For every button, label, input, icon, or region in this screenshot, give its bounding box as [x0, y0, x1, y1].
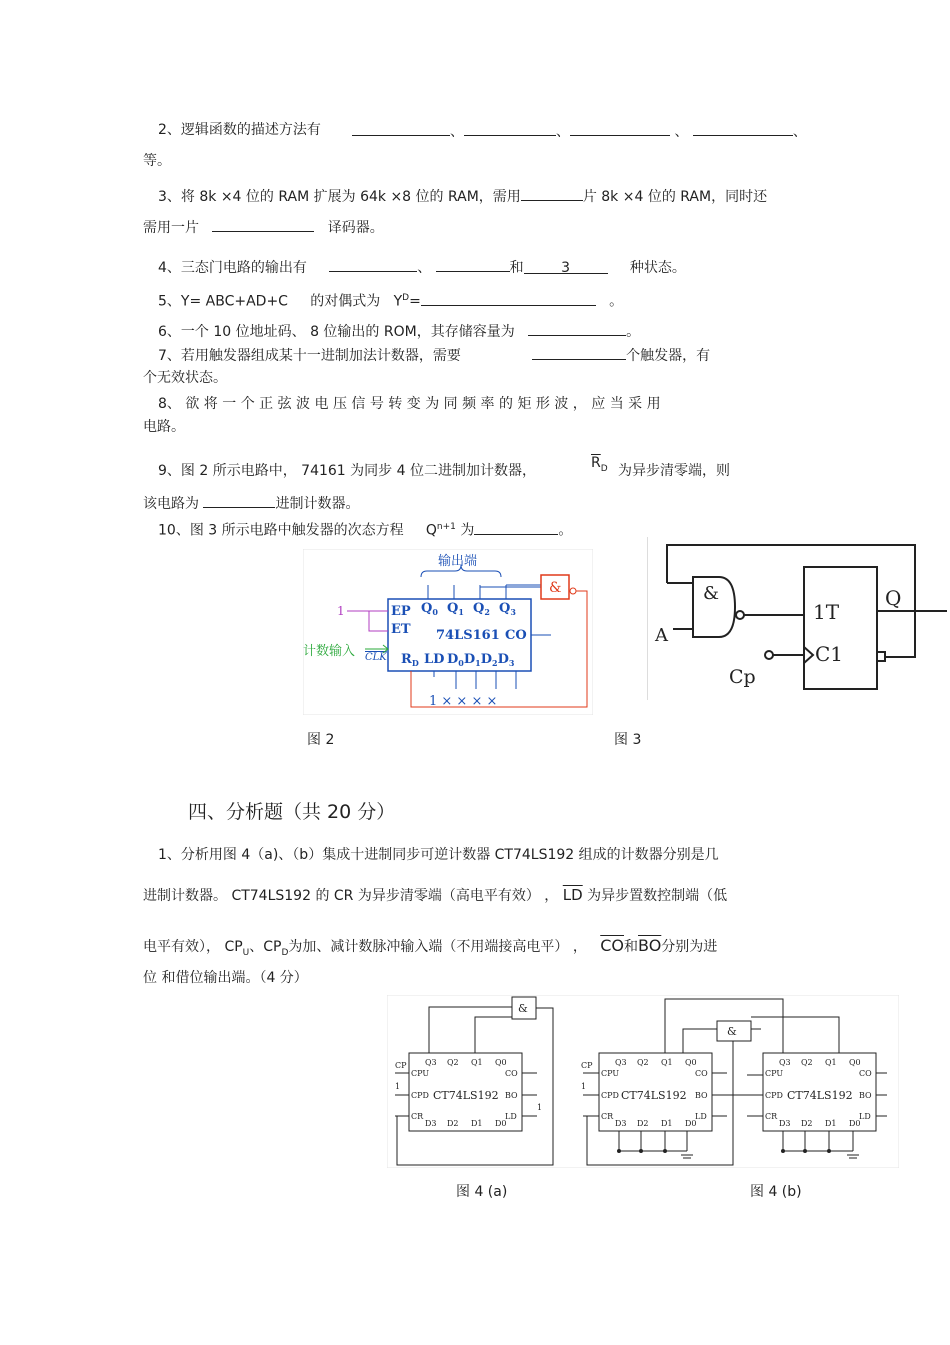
fig4a-cr: CR: [411, 1112, 424, 1121]
fig4b-and: &: [727, 1025, 737, 1038]
fig4a-q3: Q3: [425, 1058, 437, 1067]
q7-cont: 个无效状态。: [143, 370, 227, 386]
fig4b1-d2: D2: [637, 1119, 649, 1128]
answer-blank[interactable]: [436, 257, 510, 272]
fig4b1-bo: BO: [695, 1091, 708, 1100]
fig4b1-q2: Q2: [637, 1058, 649, 1067]
answer-blank[interactable]: [532, 345, 626, 360]
answer-blank[interactable]: [203, 493, 275, 508]
answer-blank[interactable]: [521, 186, 583, 201]
fig4a-cp: CP: [395, 1061, 407, 1070]
fig4b2-d0: D0: [849, 1119, 861, 1128]
fig2-and: &: [549, 580, 562, 596]
fig4b1-cpu: CPU: [601, 1069, 620, 1078]
fig2-chip-name: 74LS161: [436, 628, 500, 643]
q8-cont: 电路。: [143, 419, 185, 435]
fig4b1-q1: Q1: [661, 1058, 673, 1067]
answer-blank[interactable]: [693, 121, 793, 136]
fig4b2-d2: D2: [801, 1119, 813, 1128]
fig4b2-d1: D1: [825, 1119, 837, 1128]
figure-2-circuit: [303, 549, 593, 715]
fig3-and: &: [703, 583, 720, 604]
fig4a-d2: D2: [447, 1119, 459, 1128]
fig4b2-q0: Q0: [849, 1058, 861, 1067]
fig2-ld: LD: [424, 652, 445, 667]
fig4b2-q2: Q2: [801, 1058, 813, 1067]
fig2-clk: CLK: [365, 652, 387, 663]
fig4a-and: &: [518, 1002, 528, 1015]
q9-cont: 该电路为 进制计数器。: [143, 493, 359, 513]
fig3-1t: 1T: [813, 600, 840, 624]
fig4b1-cpd: CPD: [601, 1091, 619, 1100]
fig4b-chip-2: CT74LS192: [787, 1089, 853, 1102]
fig2-q1: $Q_1$: [447, 601, 464, 617]
fig4b1-d1: D1: [661, 1119, 673, 1128]
answer-blank[interactable]: [421, 291, 596, 306]
fig4b2-q1: Q1: [825, 1058, 837, 1067]
fig4b2-cpd: CPD: [765, 1091, 783, 1100]
fig4b1-d0: D0: [685, 1119, 697, 1128]
fig4a-d1: D1: [471, 1119, 483, 1128]
fig4b2-cpu: CPU: [765, 1069, 784, 1078]
fig4a-chip: CT74LS192: [433, 1089, 499, 1102]
figure-4-circuits: [387, 995, 899, 1168]
fig2-d-pins: $D_0D_1D_2D_3$: [447, 652, 515, 668]
q9: 9、图 2 所示电路中， 74161 为同步 4 位二进制加计数器，: [158, 463, 536, 479]
fig4b-chip-1: CT74LS192: [621, 1089, 687, 1102]
answer-blank[interactable]: [329, 257, 417, 272]
fig4a-d0: D0: [495, 1119, 507, 1128]
fig4b2-cr: CR: [765, 1112, 778, 1121]
fig4b2-d3: D3: [779, 1119, 791, 1128]
fig4b1-cr: CR: [601, 1112, 614, 1121]
fig4b2-ld: LD: [859, 1112, 871, 1121]
p1-line4: 位 和借位输出端。（4 分）: [143, 970, 308, 986]
fig3-a: A: [655, 625, 668, 646]
p1-line3: 电平有效）， $CP_U$、$CP_D$为加、减计数脉冲输入端（不用端接高电平） ， $\overline{CO}$和$\overline{BO}$分别为进: [143, 936, 718, 958]
fig3-c1: C1: [815, 642, 844, 666]
fig2-caption: 图 2: [307, 732, 335, 748]
q3-line2: 需用一片 译码器。: [143, 217, 384, 237]
q10: 10、图 3 所示电路中触发器的次态方程 $Q^{n+1}$ 为 。: [158, 518, 572, 540]
fig4a-co: CO: [505, 1069, 518, 1078]
answer-blank[interactable]: [464, 121, 556, 136]
fig3-caption: 图 3: [614, 732, 642, 748]
section-4-heading: 四、分析题（共 20 分）: [188, 801, 396, 823]
fig2-ep: EP: [391, 604, 411, 619]
figure-3-circuit: [647, 537, 947, 702]
q2-cont: 等。: [143, 153, 171, 169]
fig3-q: Q: [885, 586, 902, 610]
fig4b2-co: CO: [859, 1069, 872, 1078]
answer-blank[interactable]: [474, 520, 558, 535]
q6: 6、一个 10 位地址码、 8 位输出的 ROM，其存储容量为 。: [158, 321, 640, 341]
fig2-bottom-inputs: 1 × × × ×: [429, 694, 498, 709]
fig4a-one-right: 1: [537, 1103, 543, 1112]
fig2-q0: $Q_0$: [421, 601, 438, 617]
fig4b2-bo: BO: [859, 1091, 872, 1100]
q9-b: 为异步清零端，则: [618, 463, 730, 479]
fig4b1-q3: Q3: [615, 1058, 627, 1067]
fig4a-d3: D3: [425, 1119, 437, 1128]
answer-blank[interactable]: [352, 121, 450, 136]
fig4a-q0: Q0: [495, 1058, 507, 1067]
fig4a-ld: LD: [505, 1112, 517, 1121]
fig2-count-input: 计数输入: [303, 644, 356, 659]
q8: 8、 欲 将 一 个 正 弦 波 电 压 信 号 转 变 为 同 频 率 的 矩 形 波 ， 应 当 采 用: [158, 396, 661, 412]
fig4b-one: 1: [581, 1082, 587, 1091]
q7: 7、若用触发器组成某十一进制加法计数器，需要 个触发器，有: [158, 345, 710, 365]
q4-answer: 3: [524, 259, 608, 274]
fig2-et: ET: [391, 622, 411, 637]
answer-blank[interactable]: [570, 121, 670, 136]
fig4a-bo: BO: [505, 1091, 518, 1100]
fig4b-caption: 图 4 (b): [750, 1184, 802, 1200]
q9-rd: $\overline{R}_D$: [591, 455, 608, 474]
fig2-output-label: 输出端: [438, 554, 478, 569]
q4: 4、三态门电路的输出有 、 和 3 种状态。: [158, 257, 686, 277]
answer-blank[interactable]: [528, 321, 626, 336]
fig4a-q1: Q1: [471, 1058, 483, 1067]
fig4b1-co: CO: [695, 1069, 708, 1078]
fig2-q3: $Q_3$: [499, 601, 516, 617]
q2-blanks: 、 、 、 、: [352, 121, 807, 141]
fig4b1-d3: D3: [615, 1119, 627, 1128]
p1-line2: 进制计数器。 CT74LS192 的 CR 为异步清零端（高电平有效） ， $\overline{LD}$ 为异步置数控制端（低: [143, 886, 728, 904]
answer-blank[interactable]: [212, 217, 314, 232]
q3-line1: 3、将 8k ×4 位的 RAM 扩展为 64k ×8 位的 RAM，需用 片 8k ×4 位的 RAM，同时还: [158, 186, 767, 206]
fig4a-q2: Q2: [447, 1058, 459, 1067]
fig4b-cp: CP: [581, 1061, 593, 1070]
fig4a-cpd: CPD: [411, 1091, 429, 1100]
fig2-one: 1: [337, 604, 345, 618]
fig2-co: CO: [505, 628, 527, 643]
fig2-rd: $R_D$: [401, 652, 419, 668]
fig4b2-q3: Q3: [779, 1058, 791, 1067]
fig4b1-ld: LD: [695, 1112, 707, 1121]
q2-text: 2、逻辑函数的描述方法有: [158, 122, 321, 138]
fig4a-cpu: CPU: [411, 1069, 430, 1078]
fig3-cp: Cp: [729, 666, 756, 688]
q5: 5、Y= ABC+AD+C 的对偶式为 $Y^D=$ 。: [158, 289, 623, 311]
fig2-q2: $Q_2$: [473, 601, 490, 617]
p1-line1: 1、分析用图 4（a)、（b）集成十进制同步可逆计数器 CT74LS192 组成的计数器分别是几: [158, 847, 719, 863]
fig4a-one: 1: [395, 1082, 401, 1091]
fig4a-caption: 图 4 (a): [456, 1184, 508, 1200]
fig4b1-q0: Q0: [685, 1058, 697, 1067]
